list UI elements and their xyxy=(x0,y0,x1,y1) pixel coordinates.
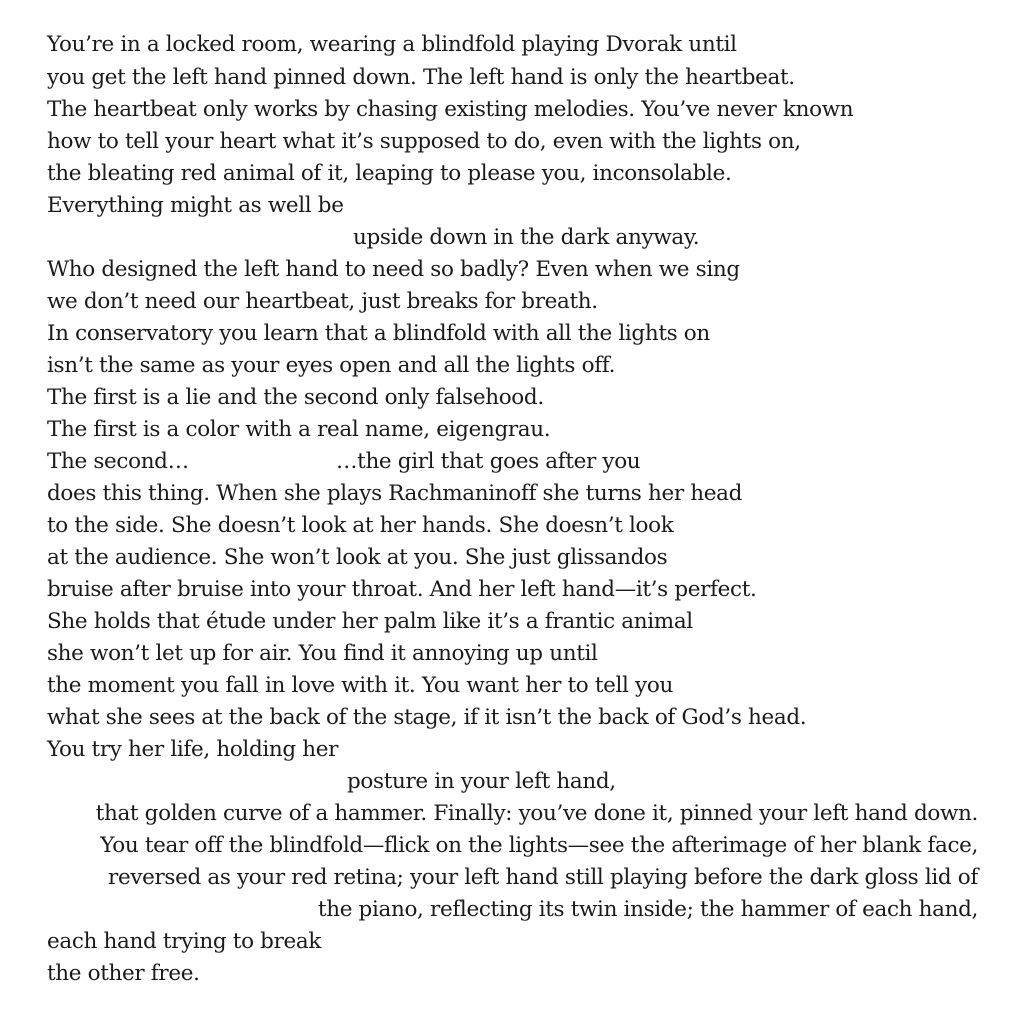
poem-line-indented: posture in your left hand, xyxy=(347,769,616,794)
poem-line-indented: …the girl that goes after you xyxy=(336,449,641,474)
poem-line: Everything might as well be xyxy=(47,193,344,218)
poem-line: the bleating red animal of it, leaping to please you, inconsolable. xyxy=(47,161,732,186)
poem-line: she won’t let up for air. You find it annoying up until xyxy=(47,641,598,666)
poem-line: what she sees at the back of the stage, if it isn’t the back of God’s head. xyxy=(47,705,807,730)
poem-line-right-aligned: that golden curve of a hammer. Finally: you’ve done it, pinned your left hand down. xyxy=(95,801,978,826)
poem-line: isn’t the same as your eyes open and all the lights off. xyxy=(47,353,616,378)
poem-line: the moment you fall in love with it. You want her to tell you xyxy=(47,673,673,698)
poem-line: how to tell your heart what it’s supposed to do, even with the lights on, xyxy=(47,129,801,154)
poem-line: The second… xyxy=(47,449,189,474)
poem-line: She holds that étude under her palm like it’s a frantic animal xyxy=(47,609,693,634)
poem-line: at the audience. She won’t look at you. She just glissandos xyxy=(47,545,668,570)
poem-line: bruise after bruise into your throat. And her left hand—it’s perfect. xyxy=(47,577,757,602)
poem-line: the other free. xyxy=(47,961,200,986)
poem-line: we don’t need our heartbeat, just breaks for breath. xyxy=(47,289,598,314)
poem-line: The first is a lie and the second only falsehood. xyxy=(47,385,544,410)
poem-line-right-aligned: reversed as your red retina; your left hand still playing before the dark gloss lid of xyxy=(108,865,978,890)
poem-line-indented: upside down in the dark anyway. xyxy=(353,225,700,250)
poem-line: Who designed the left hand to need so badly? Even when we sing xyxy=(47,257,740,282)
poem-line: You’re in a locked room, wearing a blindfold playing Dvorak until xyxy=(47,32,737,57)
poem-line-right-aligned: You tear off the blindfold—flick on the lights—see the afterimage of her blank face, xyxy=(100,833,978,858)
poem-line: In conservatory you learn that a blindfold with all the lights on xyxy=(47,321,710,346)
poem-line: you get the left hand pinned down. The left hand is only the heartbeat. xyxy=(47,65,795,90)
poem-line: to the side. She doesn’t look at her hands. She doesn’t look xyxy=(47,513,674,538)
poem-line-right-aligned: the piano, reflecting its twin inside; the hammer of each hand, xyxy=(317,897,978,922)
poem-line: The heartbeat only works by chasing existing melodies. You’ve never known xyxy=(47,97,854,122)
poem-line: The first is a color with a real name, eigengrau. xyxy=(47,417,551,442)
poem-line: You try her life, holding her xyxy=(47,737,339,762)
poem-line: each hand trying to break xyxy=(47,929,322,954)
poem-line: does this thing. When she plays Rachmaninoff she turns her head xyxy=(47,481,742,506)
